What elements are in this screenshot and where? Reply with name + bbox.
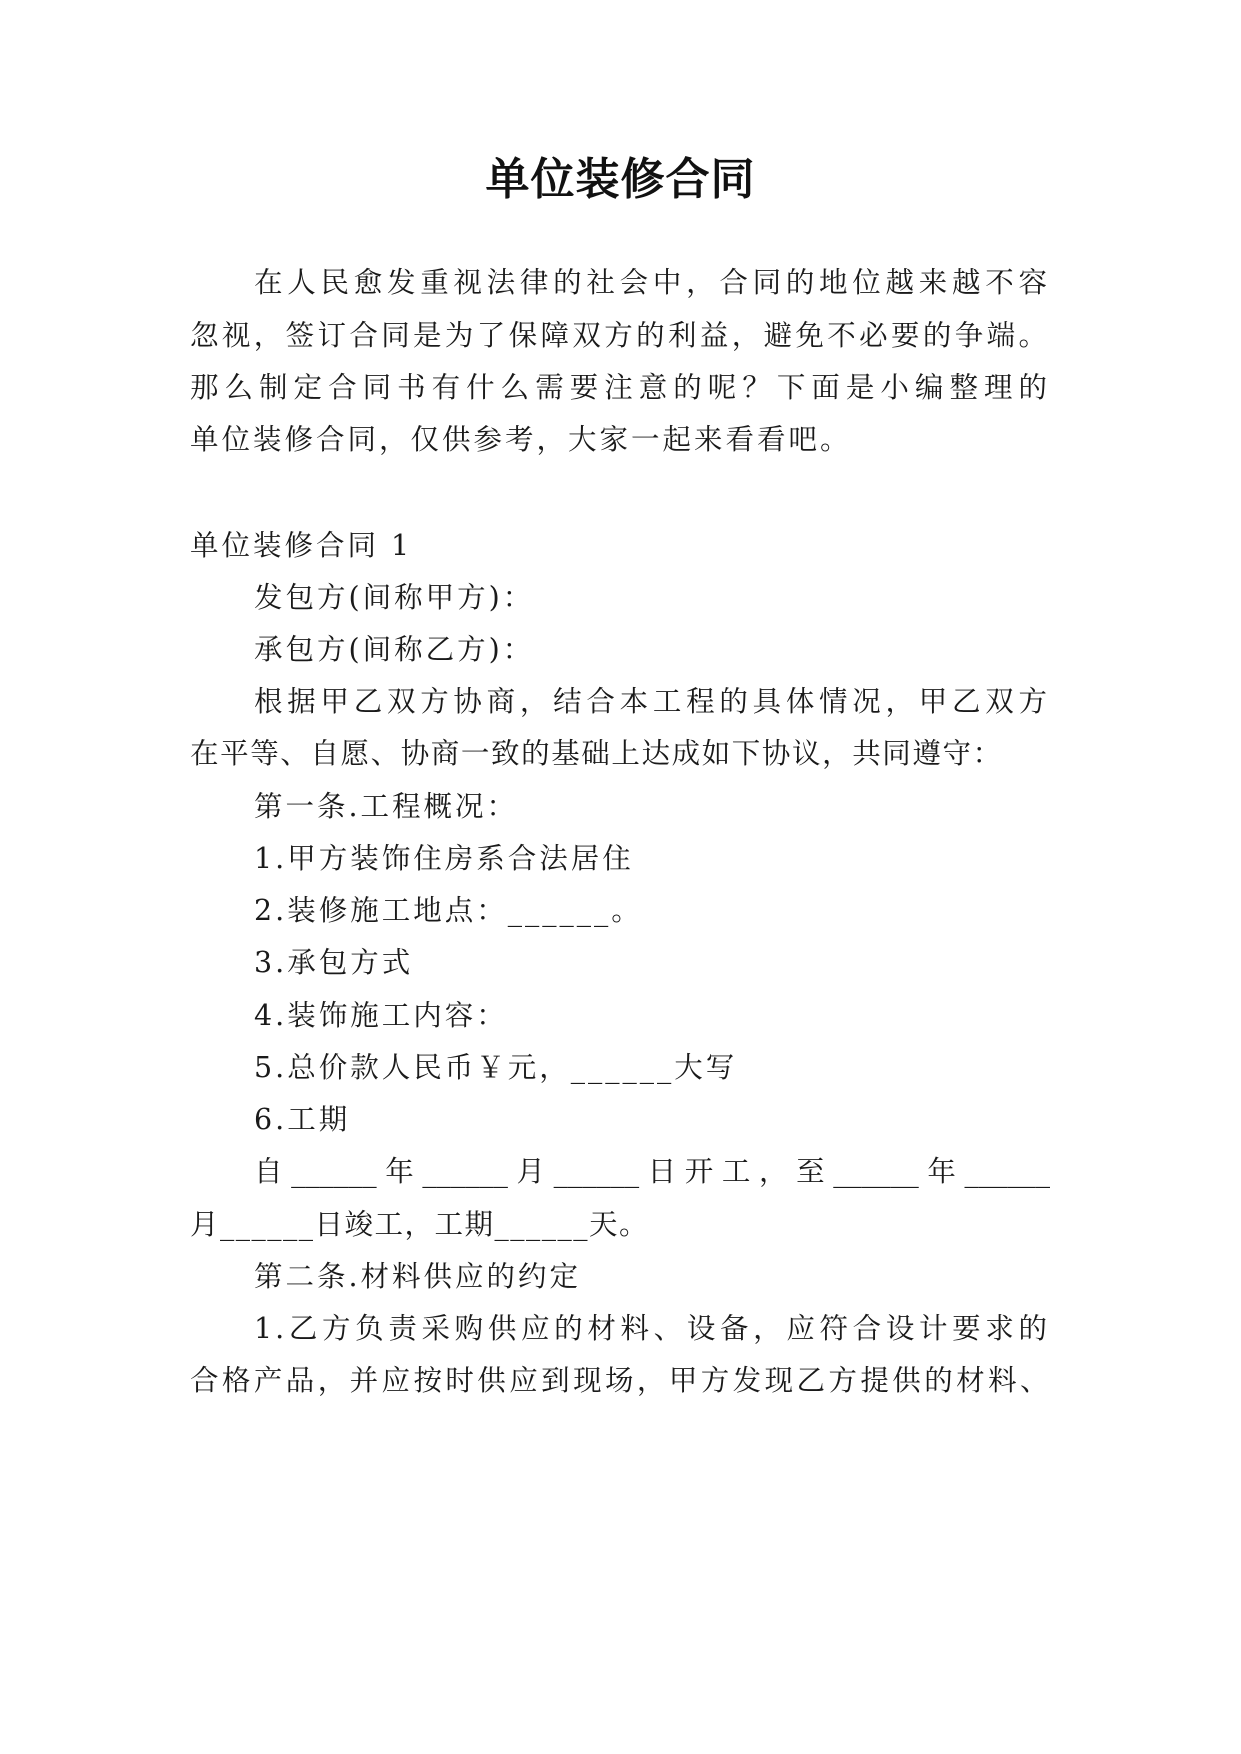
intro-line-4: 单位装修合同，仅供参考，大家一起来看看吧。 (190, 423, 852, 456)
section-heading: 单位装修合同 1 (190, 529, 413, 562)
article1-item-4: 4.装饰施工内容： (254, 999, 508, 1032)
intro-line-1: 在人民愈发重视法律的社会中，合同的地位越来越不容 (254, 266, 1050, 299)
agreement-line-1: 根据甲乙双方协商，结合本工程的具体情况，甲乙双方 (254, 685, 1050, 718)
article1-item-6: 6.工期 (254, 1103, 351, 1136)
agreement-line-2: 在平等、自愿、协商一致的基础上达成如下协议，共同遵守： (190, 737, 1003, 770)
party-a: 发包方(间称甲方)： (254, 581, 535, 614)
intro-line-2: 忽视，签订合同是为了保障双方的利益，避免不必要的争端。 (190, 319, 1050, 352)
document-title: 单位装修合同 (485, 154, 756, 205)
period-line-1: 自______年______月______日开工，至______年______ (254, 1155, 1050, 1188)
article2-line-1: 1.乙方负责采购供应的材料、设备，应符合设计要求的 (254, 1312, 1050, 1345)
article1-item-5: 5.总价款人民币￥元，______大写 (254, 1051, 738, 1084)
intro-line-3: 那么制定合同书有什么需要注意的呢？下面是小编整理的 (190, 371, 1050, 404)
article1-item-1: 1.甲方装饰住房系合法居住 (254, 842, 634, 875)
article2-title: 第二条.材料供应的约定 (254, 1260, 582, 1293)
period-line-2: 月______日竣工，工期______天。 (190, 1208, 650, 1241)
article1-item-3: 3.承包方式 (254, 946, 414, 979)
party-b: 承包方(间称乙方)： (254, 633, 535, 666)
article1-title: 第一条.工程概况： (254, 790, 519, 823)
article2-line-2: 合格产品，并应按时供应到现场，甲方发现乙方提供的材料、 (190, 1364, 1050, 1397)
article1-item-2: 2.装修施工地点：______。 (254, 894, 643, 927)
